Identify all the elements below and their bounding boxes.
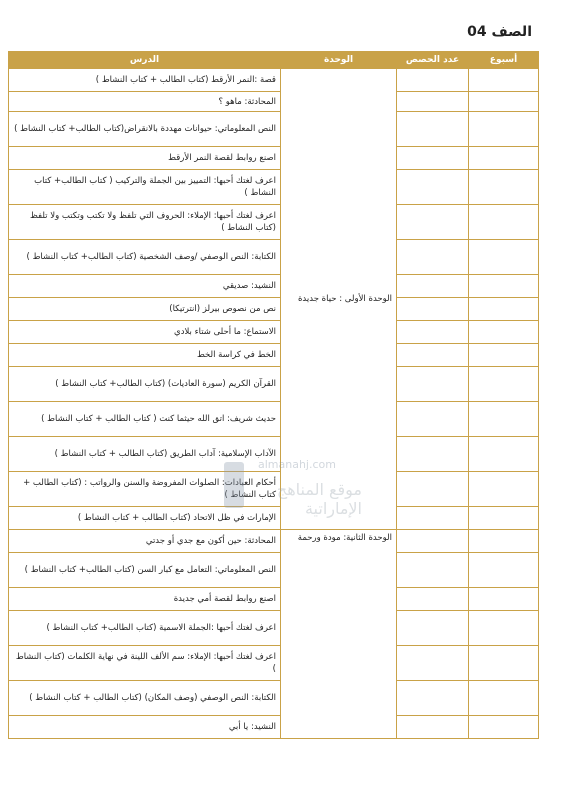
week-cell xyxy=(469,402,539,437)
lesson-cell: الخط في كراسة الخط xyxy=(9,344,281,367)
lesson-header: الدرس xyxy=(9,52,281,69)
table-row xyxy=(9,205,539,240)
count-cell xyxy=(397,147,469,170)
unit-cell: الوحدة الأولى : حياة جديدة xyxy=(281,69,397,530)
unit-cell: الوحدة الثانية: مودة ورحمة xyxy=(281,530,397,739)
table-row xyxy=(9,507,539,530)
count-cell xyxy=(397,69,469,92)
week-cell xyxy=(469,240,539,275)
lesson-cell: المحادثة: حين أكون مع جدي أو جدتي xyxy=(9,530,281,553)
count-cell xyxy=(397,716,469,739)
count-cell xyxy=(397,112,469,147)
table-row xyxy=(9,170,539,205)
watermark-name: موقع المناهج الإماراتية xyxy=(276,480,362,518)
count-cell xyxy=(397,472,469,507)
count-cell xyxy=(397,205,469,240)
count-cell xyxy=(397,646,469,681)
count-cell xyxy=(397,530,469,553)
table-row xyxy=(9,92,539,112)
lesson-plan-table xyxy=(8,51,539,739)
count-cell xyxy=(397,611,469,646)
table-row xyxy=(9,437,539,472)
unit-header: الوحدة xyxy=(281,52,397,69)
lesson-cell: اصنع روابط لقصة أمي جديدة xyxy=(9,588,281,611)
lesson-cell: النص المعلوماتي: التعامل مع كبار السن (كتاب الطالب+ كتاب النشاط ) xyxy=(9,553,281,588)
week-header: أسبوع xyxy=(469,52,539,69)
table-row xyxy=(9,321,539,344)
week-cell xyxy=(469,367,539,402)
count-cell xyxy=(397,275,469,298)
week-cell xyxy=(469,275,539,298)
week-cell xyxy=(469,681,539,716)
table-row xyxy=(9,367,539,402)
count-cell xyxy=(397,588,469,611)
count-cell xyxy=(397,170,469,205)
watermark-site: almanahj.com xyxy=(258,458,336,471)
table-row xyxy=(9,275,539,298)
count-cell xyxy=(397,437,469,472)
table-row xyxy=(9,611,539,646)
lesson-cell: المحادثة: ماهو ؟ xyxy=(9,92,281,112)
week-cell xyxy=(469,588,539,611)
table-row xyxy=(9,344,539,367)
count-cell xyxy=(397,344,469,367)
lesson-cell: الكتابة: النص الوصفي (وصف المكان) (كتاب الطالب + كتاب النشاط ) xyxy=(9,681,281,716)
week-cell xyxy=(469,69,539,92)
table-row xyxy=(9,402,539,437)
table-row xyxy=(9,472,539,507)
table-body xyxy=(9,69,539,739)
week-cell xyxy=(469,611,539,646)
week-cell xyxy=(469,170,539,205)
lesson-cell: اعرف لغتك أحبها: التمييز بين الجملة والتركيب ( كتاب الطالب+ كتاب النشاط ) xyxy=(9,170,281,205)
week-cell xyxy=(469,92,539,112)
week-cell xyxy=(469,646,539,681)
lesson-cell: اصنع روابط لقصة النمر الأرقط xyxy=(9,147,281,170)
count-cell xyxy=(397,92,469,112)
table-row xyxy=(9,681,539,716)
lesson-cell: نص من نصوص بيرلز (انترتيكا) xyxy=(9,298,281,321)
table-row xyxy=(9,147,539,170)
week-cell xyxy=(469,321,539,344)
table-row xyxy=(9,530,539,553)
week-cell xyxy=(469,147,539,170)
table-row xyxy=(9,646,539,681)
table-row xyxy=(9,298,539,321)
count-cell xyxy=(397,298,469,321)
lesson-cell: الإمارات في ظل الاتحاد (كتاب الطالب + كتاب النشاط ) xyxy=(9,507,281,530)
table-header-row xyxy=(9,52,539,69)
table-row xyxy=(9,588,539,611)
table-row xyxy=(9,112,539,147)
count-cell xyxy=(397,553,469,588)
count-cell xyxy=(397,321,469,344)
table-row xyxy=(9,716,539,739)
count-cell xyxy=(397,681,469,716)
lesson-cell: الكتابة: النص الوصفي /وصف الشخصية (كتاب الطالب+ كتاب النشاط ) xyxy=(9,240,281,275)
count-cell xyxy=(397,507,469,530)
lesson-cell: حديث شريف: اتق الله حيثما كنت ( كتاب الطالب + كتاب النشاط ) xyxy=(9,402,281,437)
count-header: عدد الحصص xyxy=(397,52,469,69)
table-row xyxy=(9,240,539,275)
lesson-cell: اعرف لغتك أحبها :الجملة الاسمية (كتاب الطالب+ كتاب النشاط ) xyxy=(9,611,281,646)
lesson-cell: اعرف لغتك أحبها: الإملاء: سم الألف اللينة في نهاية الكلمات (كتاب النشاط ) xyxy=(9,646,281,681)
lesson-cell: القرآن الكريم (سورة العاديات) (كتاب الطالب+ كتاب النشاط ) xyxy=(9,367,281,402)
week-cell xyxy=(469,298,539,321)
week-cell xyxy=(469,112,539,147)
lesson-cell: الاستماع: ما أحلى شتاء بلادي xyxy=(9,321,281,344)
lesson-cell: أحكام العبادات: الصلوات المفروضة والسنن والرواتب : (كتاب الطالب + كتاب النشاط ) xyxy=(9,472,281,507)
count-cell xyxy=(397,240,469,275)
count-cell xyxy=(397,367,469,402)
week-cell xyxy=(469,437,539,472)
week-cell xyxy=(469,553,539,588)
week-cell xyxy=(469,344,539,367)
week-cell xyxy=(469,507,539,530)
lesson-cell: النشيد: يا أبي xyxy=(9,716,281,739)
table-row xyxy=(9,69,539,92)
lesson-cell: اعرف لغتك أحبها: الإملاء: الحروف التي تلفظ ولا تكتب وتكتب ولا تلفظ (كتاب النشاط ) xyxy=(9,205,281,240)
week-cell xyxy=(469,205,539,240)
lesson-cell: قصة :النمر الأرقط (كتاب الطالب + كتاب النشاط ) xyxy=(9,69,281,92)
lesson-cell: الآداب الإسلامية: آداب الطريق (كتاب الطالب + كتاب النشاط ) xyxy=(9,437,281,472)
page-title: الصف 04 xyxy=(467,24,532,40)
lesson-cell: النص المعلوماتي: حيوانات مهددة بالانقراض(كتاب الطالب+ كتاب النشاط ) xyxy=(9,112,281,147)
week-cell xyxy=(469,472,539,507)
table-row xyxy=(9,553,539,588)
week-cell xyxy=(469,530,539,553)
week-cell xyxy=(469,716,539,739)
lesson-cell: النشيد: صديقي xyxy=(9,275,281,298)
count-cell xyxy=(397,402,469,437)
